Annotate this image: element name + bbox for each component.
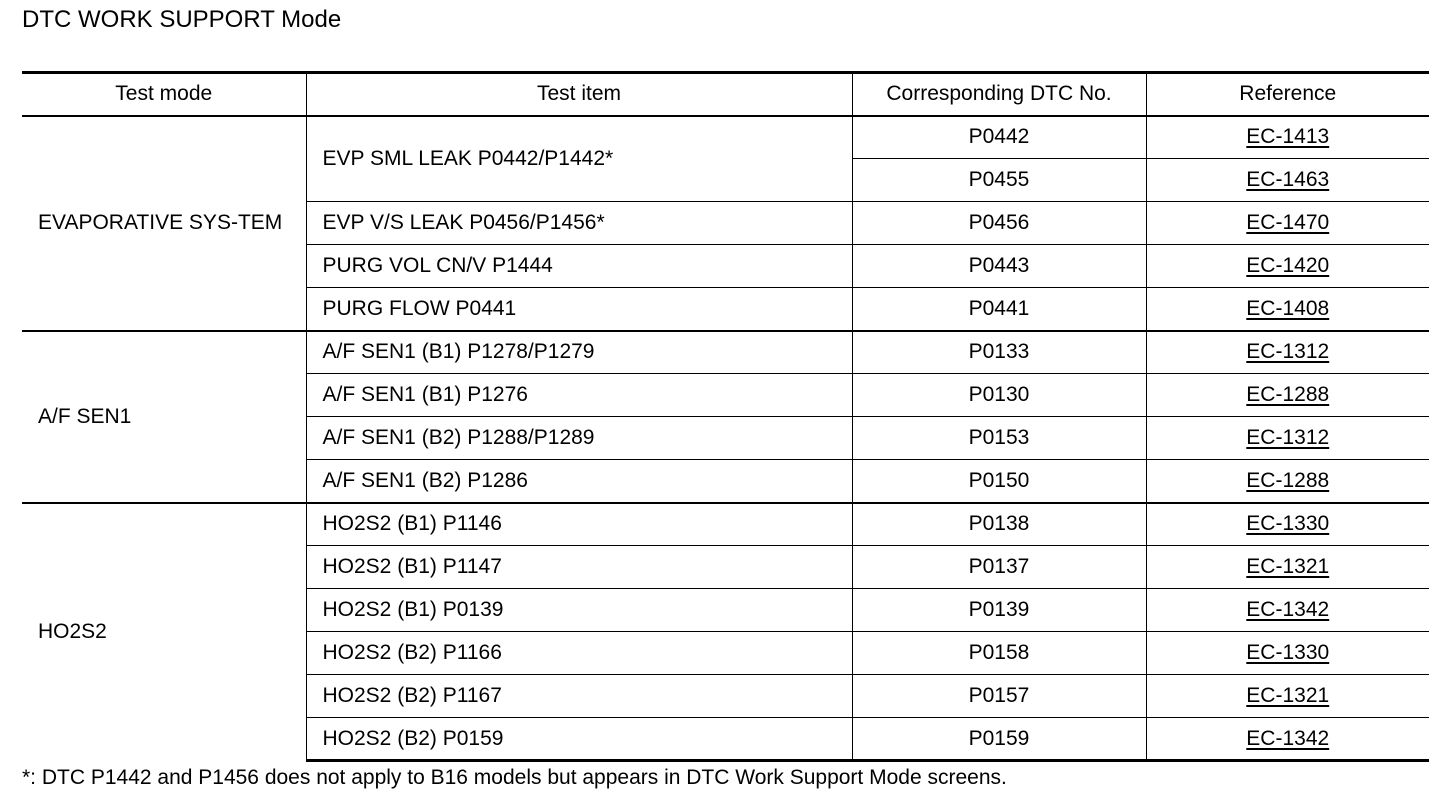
reference-link[interactable]: EC-1312 [1246,426,1330,449]
dtc-work-support-table [22,71,1429,762]
dtc-cell: P0139 [852,589,1146,632]
reference-link[interactable]: EC-1330 [1246,512,1330,536]
table-row [22,116,1429,159]
test-item-cell: HO2S2 (B2) P0159 [306,718,852,761]
page-title: DTC WORK SUPPORT Mode [22,6,342,33]
header-test-mode: Test mode [22,73,306,116]
dtc-cell: P0158 [852,632,1146,675]
dtc-cell: P0133 [852,331,1146,374]
table-body [22,116,1429,761]
test-item-cell: A/F SEN1 (B1) P1276 [306,374,852,417]
test-mode-cell: EVAPORATIVE SYS-TEM [22,116,306,331]
test-item-cell: HO2S2 (B1) P0139 [306,589,852,632]
reference-link[interactable]: EC-1342 [1246,598,1330,621]
test-item-cell: HO2S2 (B1) P1147 [306,546,852,589]
dtc-cell: P0153 [852,417,1146,460]
test-item-cell: A/F SEN1 (B1) P1278/P1279 [306,331,852,374]
header-reference: Reference [1146,73,1429,116]
dtc-cell: P0130 [852,374,1146,417]
reference-link[interactable]: EC-1312 [1246,340,1330,364]
dtc-cell: P0150 [852,460,1146,503]
header-test-item: Test item [306,73,852,116]
test-item-cell: PURG FLOW P0441 [306,288,852,331]
test-mode-cell: A/F SEN1 [22,331,306,503]
reference-link[interactable]: EC-1321 [1246,684,1330,707]
reference-link[interactable]: EC-1288 [1246,468,1330,492]
reference-link[interactable]: EC-1463 [1246,168,1330,191]
reference-link[interactable]: EC-1420 [1246,254,1330,277]
dtc-cell: P0138 [852,503,1146,546]
header-dtc-no: Corresponding DTC No. [852,73,1146,116]
dtc-cell: P0441 [852,288,1146,331]
test-item-cell: EVP SML LEAK P0442/P1442* [306,116,852,202]
dtc-cell: P0157 [852,675,1146,718]
test-item-cell: EVP V/S LEAK P0456/P1456* [306,202,852,245]
table-row [22,331,1429,374]
reference-link[interactable]: EC-1470 [1246,211,1330,234]
test-item-cell: HO2S2 (B1) P1146 [306,503,852,546]
test-item-cell: A/F SEN1 (B2) P1286 [306,460,852,503]
reference-link[interactable]: EC-1408 [1246,296,1330,320]
reference-link[interactable]: EC-1413 [1246,125,1330,149]
dtc-cell: P0137 [852,546,1146,589]
reference-link[interactable]: EC-1342 [1246,726,1330,750]
test-item-cell: HO2S2 (B2) P1167 [306,675,852,718]
dtc-cell: P0443 [852,245,1146,288]
footnote: *: DTC P1442 and P1456 does not apply to B16 models but appears in DTC Work Support Mode screens. [22,766,1007,789]
test-item-cell: A/F SEN1 (B2) P1288/P1289 [306,417,852,460]
test-mode-cell: HO2S2 [22,503,306,761]
reference-link[interactable]: EC-1321 [1246,555,1330,578]
dtc-cell: P0159 [852,718,1146,761]
dtc-cell: P0442 [852,116,1146,159]
test-item-cell: PURG VOL CN/V P1444 [306,245,852,288]
dtc-cell: P0455 [852,159,1146,202]
table-header-row [22,73,1429,116]
test-item-cell: HO2S2 (B2) P1166 [306,632,852,675]
dtc-cell: P0456 [852,202,1146,245]
reference-link[interactable]: EC-1330 [1246,641,1330,664]
table-row [22,503,1429,546]
reference-link[interactable]: EC-1288 [1246,383,1330,406]
